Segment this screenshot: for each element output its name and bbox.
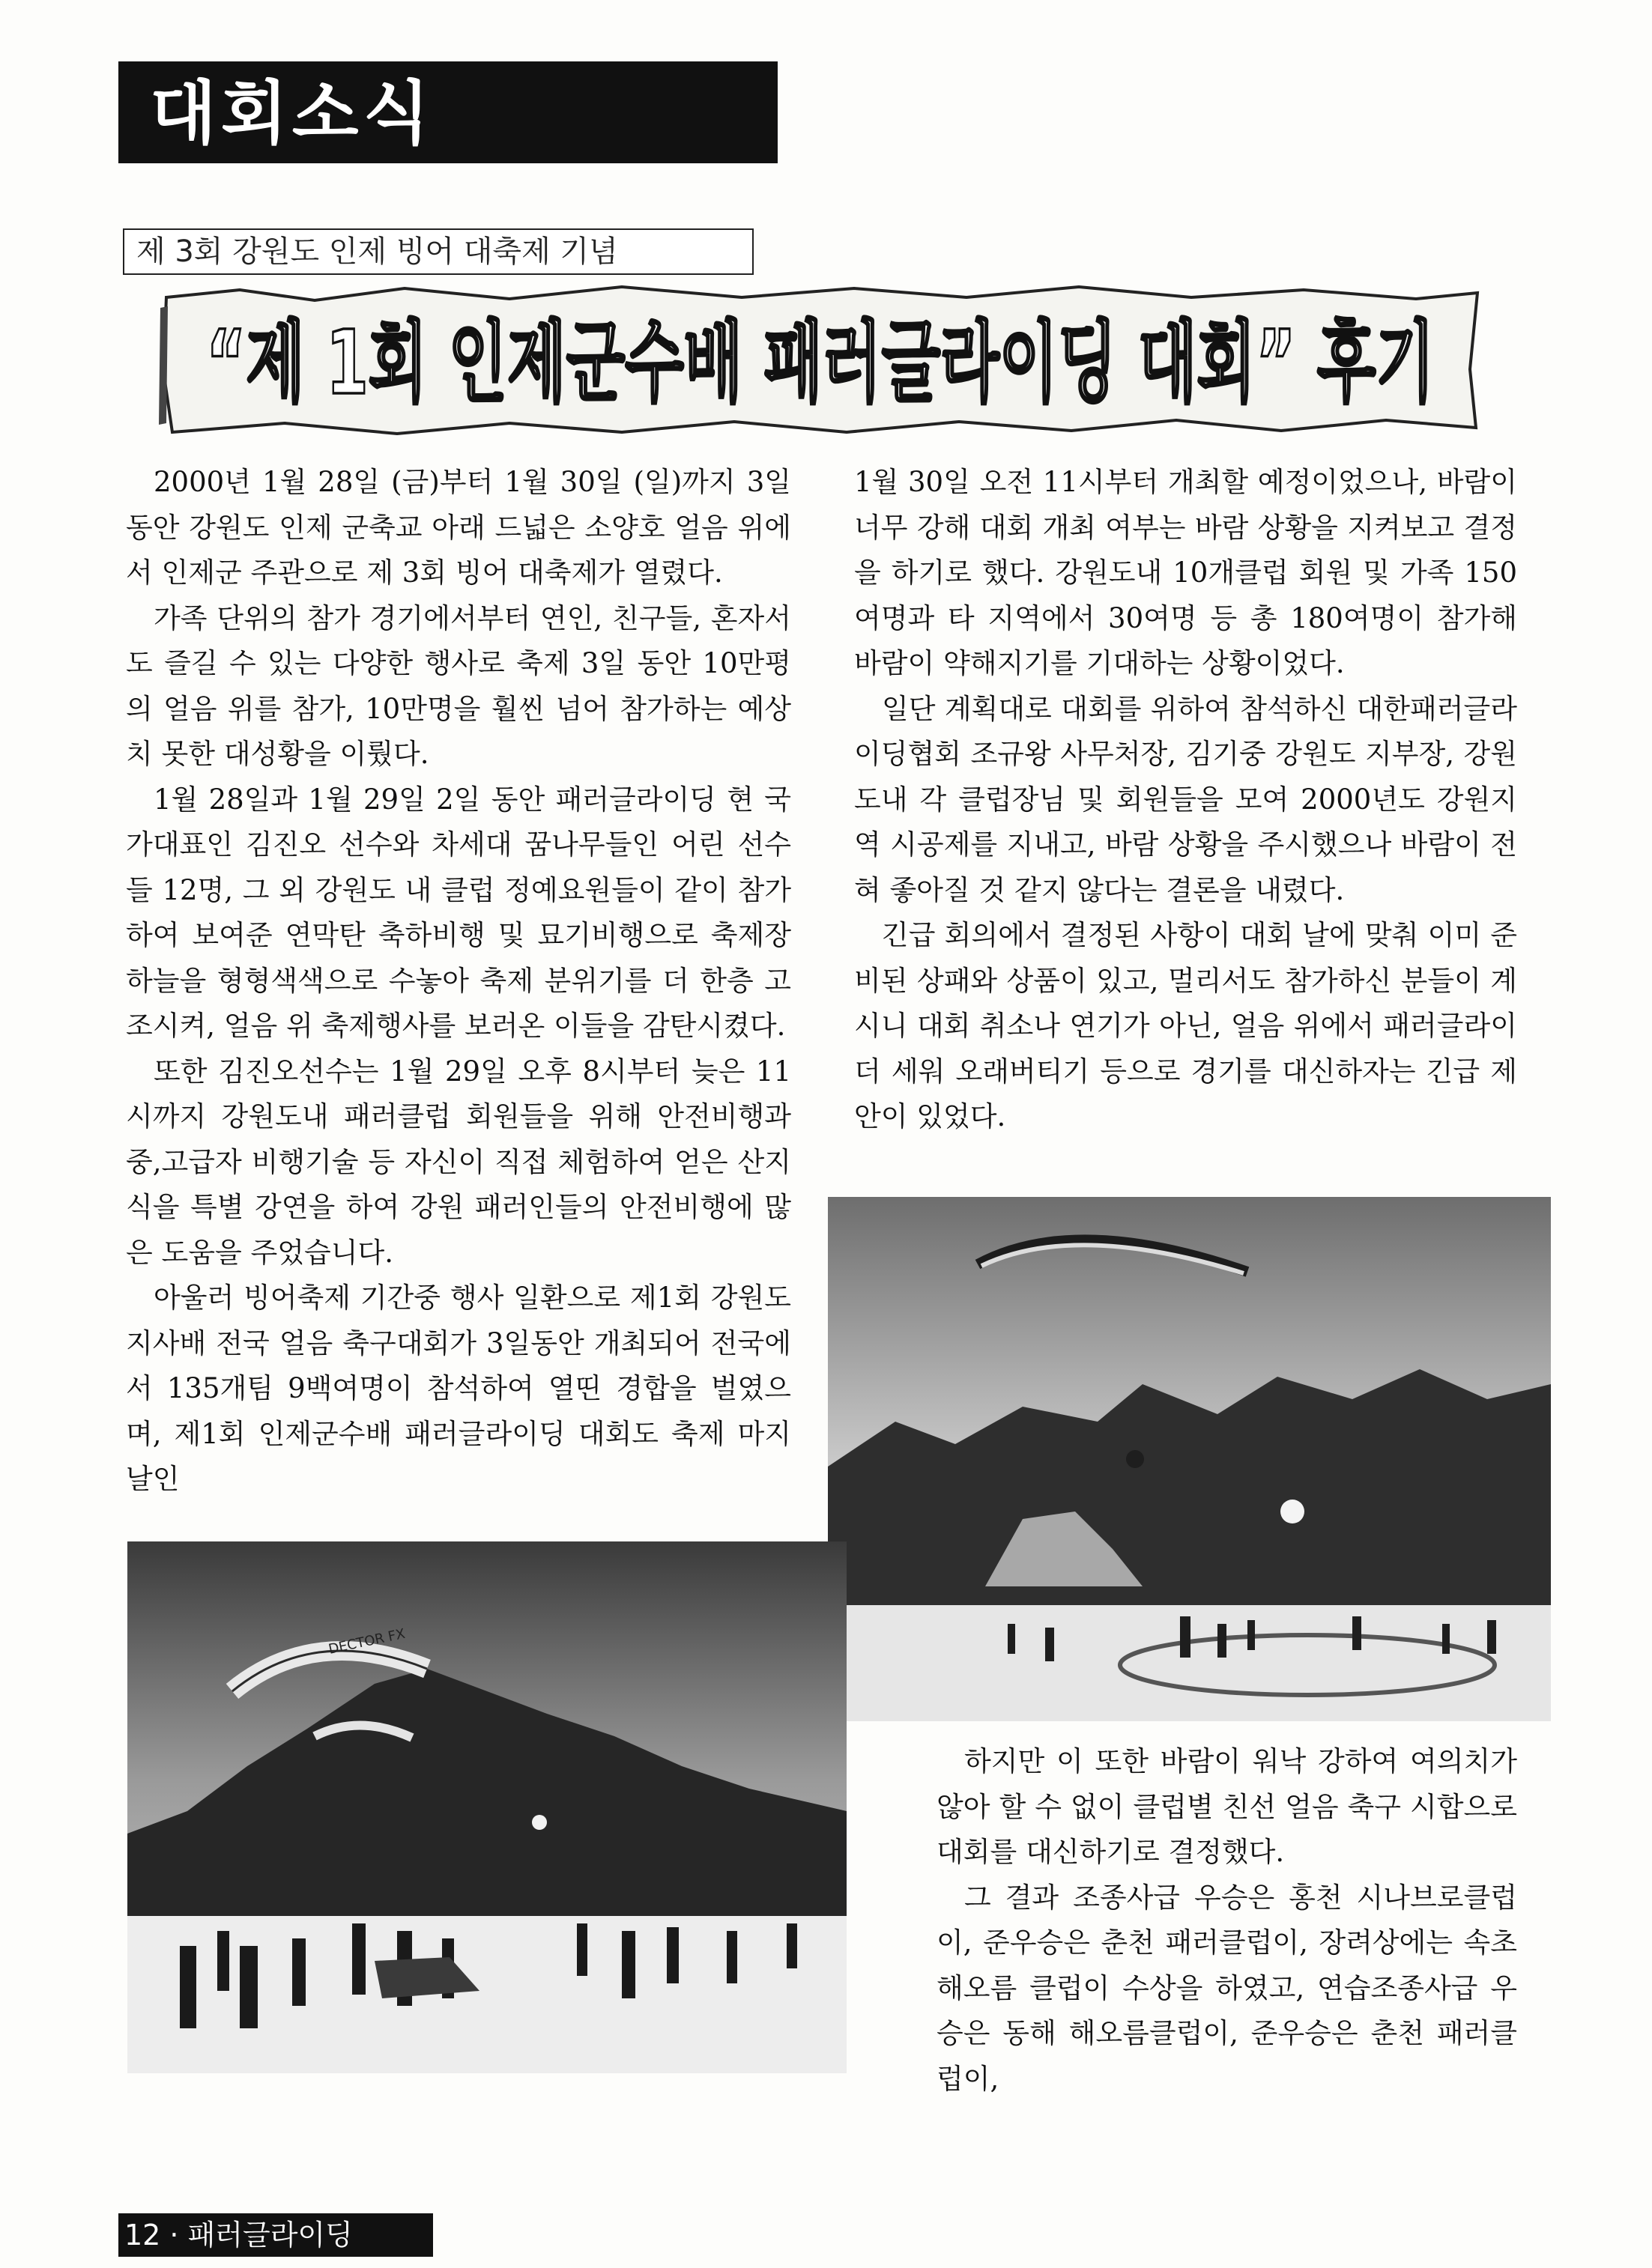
banner-left-edge [159,306,168,425]
paragraph: 1월 28일과 1월 29일 2일 동안 패러글라이딩 현 국가대표인 김진오 선수와 차세대 꿈나무들인 어린 선수들 12명, 그 외 강원도 내 클럽 정예요원들이 같이 참가하여 보여준 연막탄 축하비행 및 묘기비행으로 축제장 하늘을 형형색색으로 수놓아 축제 분위기를 더 한층 고조시켜, 얼음 위 축제행사를 보러온 이들을 감탄시켰다. [126,783,791,1042]
headline-banner-graphic [157,281,1483,438]
right-article-column [854,460,1517,1140]
glider-wing-text: DECTOR FX [327,1625,407,1658]
article-subtitle: 제 3회 강원도 인제 빙어 대축제 기념 [136,234,618,269]
paragraph: 1월 30일 오전 11시부터 개최할 예정이었으나, 바람이 너무 강해 대회 개최 여부는 바람 상황을 지켜보고 결정을 하기로 했다. 강원도내 10개클럽 회원 및 가족 150여명과 타 지역에서 30여명 등 총 180여명이 참가해 바람이 약해지기를 기대하는 상황이었다. [854,466,1517,679]
paragraph: 또한 김진오선수는 1월 29일 오후 8시부터 늦은 11시까지 강원도내 패러클럽 회원들을 위해 안전비행과 중,고급자 비행기술 등 자신이 직접 체험하여 얻은 산지식을 특별 강연을 하여 강원 패러인들의 안전비행에 많은 도움을 주었습니다. [126,1055,791,1269]
paragraph: 아울러 빙어축제 기간중 행사 일환으로 제1회 강원도지사배 전국 얼음 축구대회가 3일동안 개최되어 전국에서 135개팀 9백여명이 참석하여 열띤 경합을 벌였으며, 제1회 인제군수배 패러글라이딩 대회도 축제 마지날인 [126,1282,791,1495]
paragraph: 그 결과 조종사급 우승은 홍천 시나브로클럽이, 준우승은 춘천 패러클럽이, 장려상에는 속초 해오름 클럽이 수상을 하였고, 연습조종사급 우승은 동해 해오름클럽이, 준우승은 춘천 패러클럽이, [937,1881,1517,2095]
headline-banner [157,281,1483,438]
paragraph: 2000년 1월 28일 (금)부터 1월 30일 (일)까지 3일 동안 강원도 인제 군축교 아래 드넓은 소양호 얼음 위에서 인제군 주관으로 제 3회 빙어 대축제가 열렸다. [126,466,791,589]
paragraph: 하지만 이 또한 바람이 워낙 강하여 여의치가 않아 할 수 없이 클럽별 친선 얼음 축구 시합으로 대회를 대신하기로 결정했다. [937,1745,1517,1868]
left-article-column [126,460,791,1503]
article-headline: “제 1회 인제군수배 패러글라이딩 대회” 후기 [206,311,1435,414]
section-title: 대회소식 [150,73,435,154]
page-number-label: 12 · 패러글라이딩 [124,2219,353,2252]
photo-paragliders-over-lake [828,1197,1551,1721]
paragraph: 일단 계획대로 대회를 위하여 참석하신 대한패러글라이딩협회 조규왕 사무처장, 김기중 강원도 지부장, 강원도내 각 클럽장님 및 회원들을 모여 2000년도 강원지역 시공제를 지내고, 바람 상황을 주시했으나 바람이 전혀 좋아질 것 같지 않다는 결론을 내렸다. [854,692,1517,906]
photo-paraglider-crowd-image [127,1541,847,2073]
bottom-right-article-column [937,1739,1517,2102]
photo-paragliders-over-lake-image [828,1197,1551,1721]
photo-paraglider-crowd [127,1541,847,2073]
paragraph: 가족 단위의 참가 경기에서부터 연인, 친구들, 혼자서도 즐길 수 있는 다양한 행사로 축제 3일 동안 10만평의 얼음 위를 참가, 10만명을 훨씬 넘어 참가하는 예상치 못한 대성황을 이뤘다. [126,601,791,770]
paragraph: 긴급 회의에서 결정된 사항이 대회 날에 맞춰 이미 준비된 상패와 상품이 있고, 멀리서도 참가하신 분들이 계시니 대회 취소나 연기가 아닌, 얼음 위에서 패러글라이더 세워 오래버티기 등으로 경기를 대신하자는 긴급 제안이 있었다. [854,919,1517,1133]
